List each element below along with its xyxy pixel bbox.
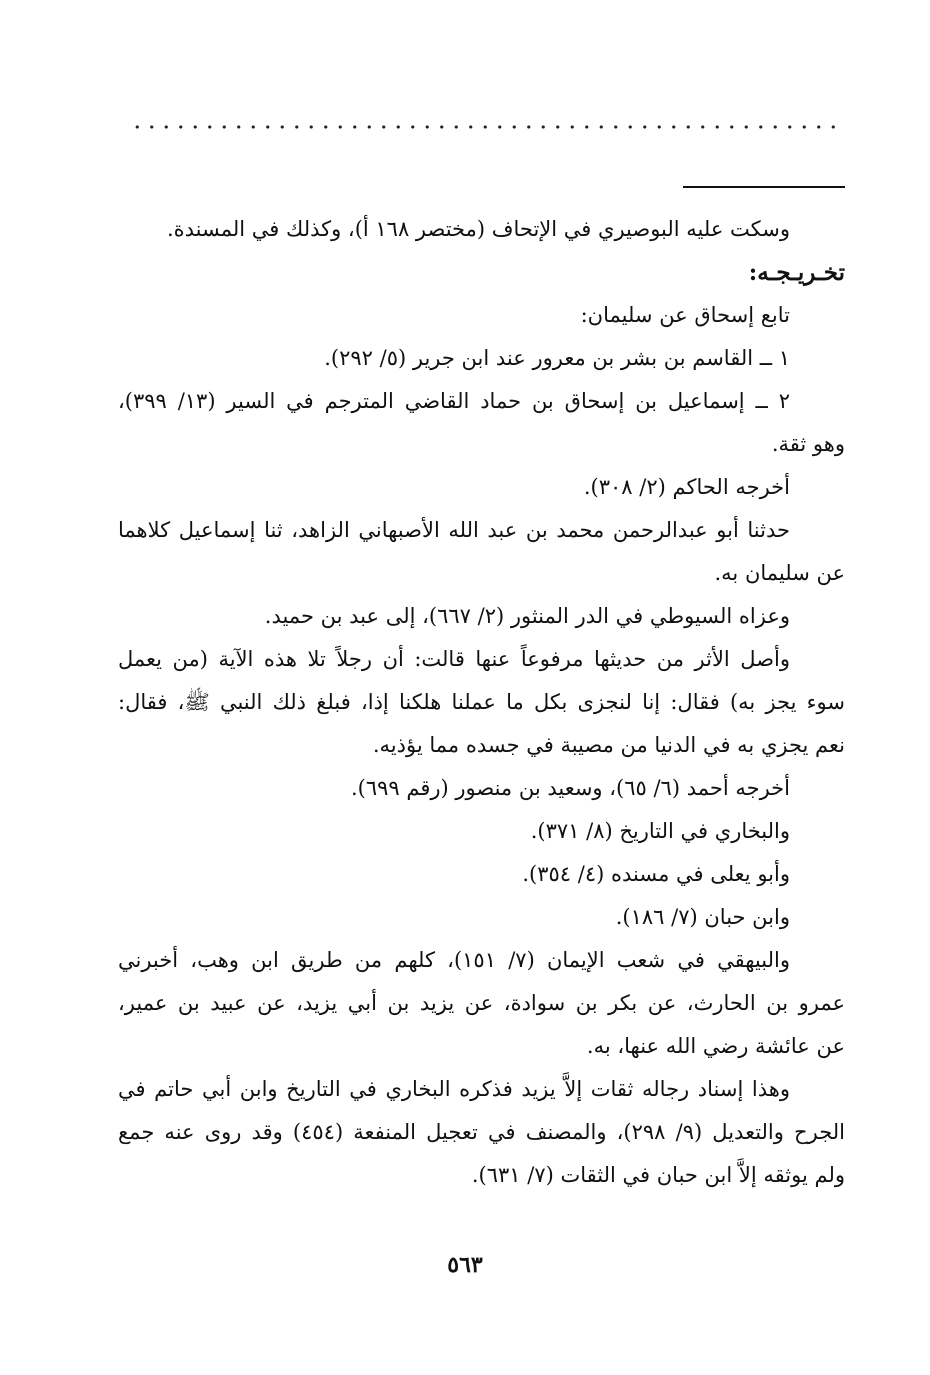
text-line: عن سليمان به. — [714, 561, 845, 585]
page-body — [118, 208, 845, 1197]
text-line: عمرو بن الحارث، عن بكر بن سوادة، عن يزيد بن أبي يزيد، عن عبيد بن عمير، — [118, 991, 845, 1015]
section-heading: تخـريـجـه: — [748, 259, 845, 286]
text-line: وسكت عليه البوصيري في الإتحاف (مختصر ١٦٨ أ)، وكذلك في المسندة. — [166, 217, 790, 241]
text-line: حدثنا أبو عبدالرحمن محمد بن عبد الله الأصبهاني الزاهد، ثنا إسماعيل كلاهما — [118, 518, 790, 542]
text-line: أخرجه أحمد (٦/ ٦٥)، وسعيد بن منصور (رقم ٦٩٩). — [350, 776, 790, 800]
text-line: عن عائشة رضي الله عنها، به. — [586, 1034, 845, 1058]
text-line: تابع إسحاق عن سليمان: — [580, 303, 790, 327]
text-line: وابن حبان (٧/ ١٨٦). — [615, 905, 790, 929]
text-line: الجرح والتعديل (٩/ ٢٩٨)، والمصنف في تعجيل المنفعة (٤٥٤) وقد روى عنه جمع — [118, 1120, 845, 1144]
text-line: وهذا إسناد رجاله ثقات إلاَّ يزيد فذكره البخاري في التاريخ وابن أبي حاتم في — [118, 1077, 790, 1101]
text-line: والبخاري في التاريخ (٨/ ٣٧١). — [530, 819, 790, 843]
text-line: سوء يجز به) فقال: إنا لنجزى بكل ما عملنا هلكنا إذا، فبلغ ذلك النبي ﷺ، فقال: — [118, 690, 845, 714]
page-number: ٥٦٣ — [447, 1252, 483, 1278]
text-line: ولم يوثقه إلاَّ ابن حبان في الثقات (٧/ ٦٣١). — [471, 1163, 845, 1187]
dotted-separator — [130, 124, 845, 130]
text-line: وأصل الأثر من حديثها مرفوعاً عنها قالت: أن رجلاً تلا هذه الآية (من يعمل — [118, 647, 790, 671]
list-item: ١ ــ القاسم بن بشر بن معرور عند ابن جرير (٥/ ٢٩٢). — [324, 346, 790, 370]
footnote-rule — [683, 186, 845, 188]
text-line: والبيهقي في شعب الإيمان (٧/ ١٥١)، كلهم من طريق ابن وهب، أخبرني — [118, 948, 790, 972]
text-line: وأبو يعلى في مسنده (٤/ ٣٥٤). — [522, 862, 790, 886]
text-line: وعزاه السيوطي في الدر المنثور (٢/ ٦٦٧)، إلى عبد بن حميد. — [264, 604, 790, 628]
text-line: نعم يجزي به في الدنيا من مصيبة في جسده مما يؤذيه. — [372, 733, 845, 757]
text-line: أخرجه الحاكم (٢/ ٣٠٨). — [583, 475, 790, 499]
text-line: وهو ثقة. — [771, 432, 845, 456]
list-item: ٢ ــ إسماعيل بن إسحاق بن حماد القاضي المترجم في السير (١٣/ ٣٩٩)، — [118, 389, 790, 413]
